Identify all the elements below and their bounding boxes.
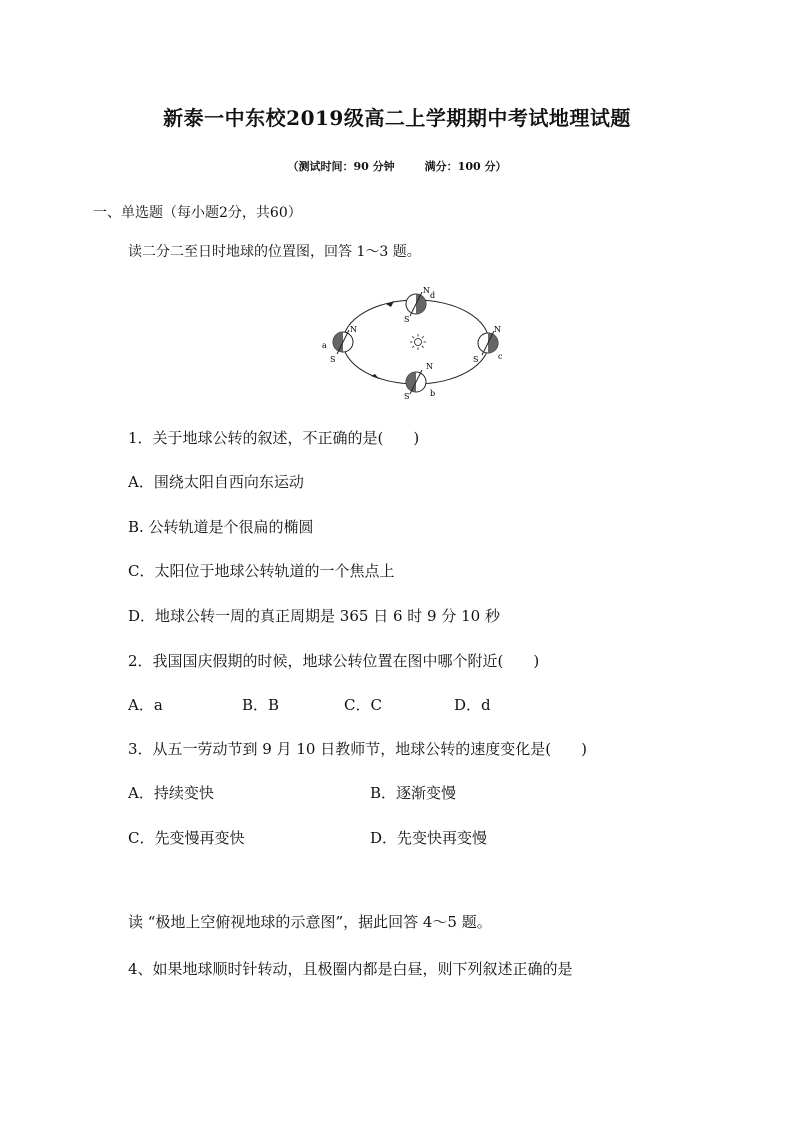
- question-1-stem: 1．关于地球公转的叙述，不正确的是( ): [128, 429, 420, 447]
- intro-text-2: 读 “极地上空俯视地球的示意图”，据此回答 4～5 题。: [128, 913, 492, 931]
- pole-n-d: N: [423, 286, 430, 295]
- earth-orbit-diagram: [318, 280, 514, 405]
- earth-position-d: [404, 286, 435, 324]
- question-1-option-b: B. 公转轨道是个很扁的椭圆: [128, 518, 314, 536]
- intro-text-1: 读二分二至日时地球的位置图，回答 1～3 题。: [128, 244, 421, 260]
- label-a: a: [322, 341, 327, 350]
- question-1-option-a: A．围绕太阳自西向东运动: [128, 473, 304, 491]
- question-3-option-d: D．先变快再变慢: [370, 829, 488, 847]
- question-3-stem: 3．从五一劳动节到 9 月 10 日教师节，地球公转的速度变化是( ): [128, 740, 587, 758]
- sun-icon: [410, 334, 426, 350]
- question-2-option-a: A．a: [128, 696, 163, 714]
- question-3-option-a: A．持续变快: [128, 784, 214, 802]
- pole-n-c: N: [494, 325, 501, 334]
- earth-position-c: [473, 325, 503, 364]
- earth-position-b: [404, 362, 435, 401]
- question-1-option-c: C．太阳位于地球公转轨道的一个焦点上: [128, 562, 395, 580]
- question-2-option-c: C．C: [344, 696, 382, 714]
- orbit-arrow-top: [386, 301, 394, 307]
- question-3-option-b: B．逐渐变慢: [370, 784, 457, 802]
- orbit-arrow-bottom: [371, 374, 379, 379]
- question-2-option-b: B．B: [242, 696, 280, 714]
- pole-s-d: S: [404, 315, 410, 324]
- pole-s-b: S: [404, 392, 410, 401]
- label-b: b: [430, 389, 436, 398]
- question-2-stem: 2．我国国庆假期的时候，地球公转位置在图中哪个附近( ): [128, 652, 540, 670]
- earth-position-a: [322, 325, 357, 364]
- pole-n-a: N: [350, 325, 357, 334]
- pole-s-c: S: [473, 355, 479, 364]
- question-3-option-c: C．先变慢再变快: [128, 829, 245, 847]
- pole-s-a: S: [330, 355, 336, 364]
- question-4-stem: 4、如果地球顺时针转动，且极圈内都是白昼，则下列叙述正确的是: [128, 960, 573, 978]
- page-title: 新泰一中东校2019级高二上学期期中考试地理试题: [163, 106, 631, 130]
- exam-score: 满分：100 分）: [424, 160, 507, 173]
- exam-time: （测试时间：90 分钟: [287, 160, 395, 173]
- label-d: d: [430, 291, 436, 300]
- question-1-option-d: D．地球公转一周的真正周期是 365 日 6 时 9 分 10 秒: [128, 607, 500, 625]
- question-2-option-d: D．d: [454, 696, 491, 714]
- pole-n-b: N: [426, 362, 433, 371]
- section-heading: 一、单选题（每小题2分，共60）: [93, 205, 302, 221]
- label-c: c: [498, 352, 503, 361]
- exam-info: [0, 158, 794, 174]
